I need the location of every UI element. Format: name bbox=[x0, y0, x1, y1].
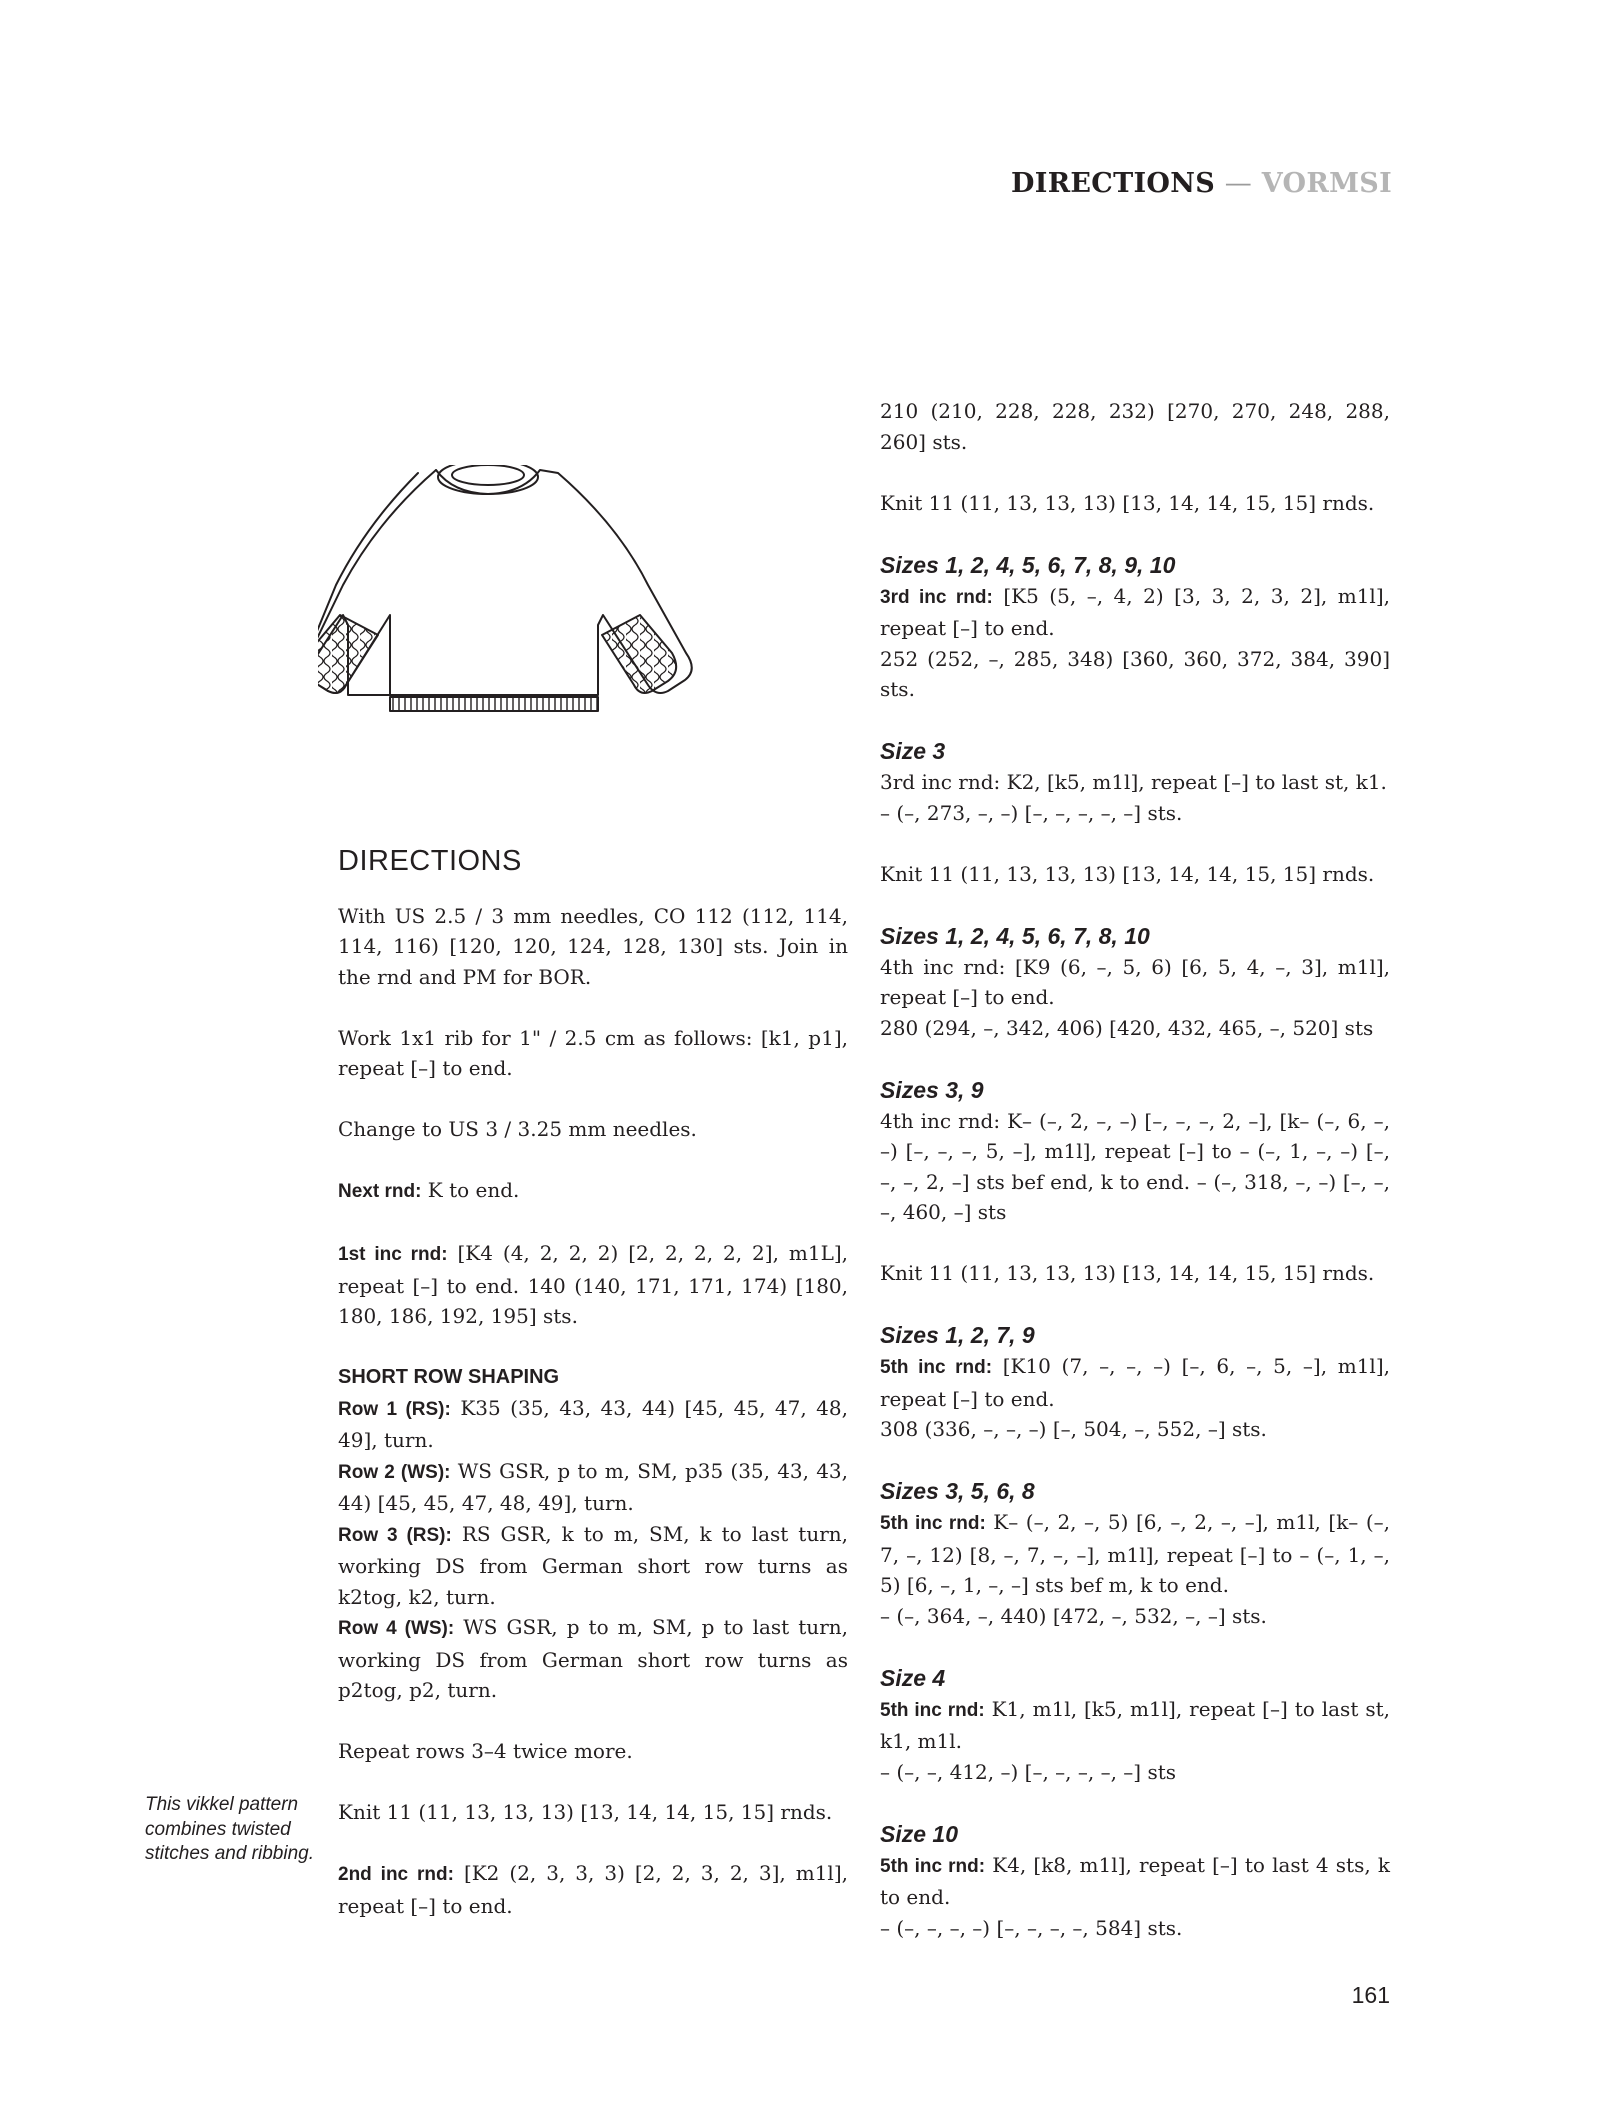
next-rnd-label: Next rnd: bbox=[338, 1181, 422, 1202]
row-4-label: Row 4 (WS): bbox=[338, 1618, 455, 1639]
knit-rnds-2: Knit 11 (11, 13, 13, 13) [13, 14, 14, 15, 15] rnds. bbox=[880, 861, 1375, 886]
header-pattern-name: VORMSI bbox=[1261, 168, 1392, 199]
size-heading-3: Sizes 1, 2, 4, 5, 6, 7, 8, 10 bbox=[880, 922, 1150, 949]
neckline-outer bbox=[438, 465, 538, 494]
fifth-inc-text-c: K1, m1l, [k5, m1l], repeat [–] to last st, k1, m1l. bbox=[880, 1696, 1390, 1753]
first-inc-text: [K4 (4, 2, 2, 2) [2, 2, 2, 2, 2], m1L], repeat [–] to end. 140 (140, 171, 171, 174) [180, 180, 186, 192, 195] sts. bbox=[338, 1241, 849, 1328]
fifth-inc-label-b: 5th inc rnd: bbox=[880, 1513, 986, 1534]
row-1 bbox=[338, 1393, 848, 1456]
size3-third-count: – (–, 273, –, –) [–, –, –, –, –] sts. bbox=[880, 800, 1183, 825]
fifth-inc-rnd-c bbox=[880, 1694, 1390, 1757]
repeat-rows-paragraph: Repeat rows 3–4 twice more. bbox=[338, 1739, 633, 1763]
fifth-inc-rnd-a bbox=[880, 1351, 1390, 1414]
fifth-inc-count-b: – (–, 364, –, 440) [472, –, 532, –, –] sts. bbox=[880, 1603, 1267, 1628]
short-row-heading: SHORT ROW SHAPING bbox=[338, 1366, 560, 1388]
header-section-title: DIRECTIONS bbox=[1011, 168, 1216, 199]
size-heading-8: Size 10 bbox=[880, 1820, 958, 1847]
right-cuff-pattern bbox=[602, 615, 676, 693]
knit-rnds-3: Knit 11 (11, 13, 13, 13) [13, 14, 14, 15, 15] rnds. bbox=[880, 1261, 1375, 1285]
size-heading-2: Size 3 bbox=[880, 738, 946, 764]
row-2-label: Row 2 (WS): bbox=[338, 1461, 451, 1483]
rib-paragraph: Work 1x1 rib for 1" / 2.5 cm as follows: [k1, p1], repeat [–] to end. bbox=[338, 1025, 848, 1080]
row-4-text: WS GSR, p to m, SM, p to last turn, working DS from German short row turns as p2tog, p2, turn. bbox=[338, 1615, 848, 1702]
knit-rnds-paragraph: Knit 11 (11, 13, 13, 13) [13, 14, 14, 15, 15] rnds. bbox=[338, 1800, 833, 1824]
size-heading-5: Sizes 1, 2, 7, 9 bbox=[880, 1322, 1035, 1348]
fifth-inc-text-a: [K10 (7, –, –, –) [–, 6, –, 5, –], m1l], repeat [–] to end. bbox=[880, 1354, 1390, 1411]
directions-title: DIRECTIONS bbox=[338, 845, 522, 877]
fourth-inc-rnd: 4th inc rnd: [K9 (6, –, 5, 6) [6, 5, 4, –, 3], m1l], repeat [–] to end. bbox=[880, 954, 1390, 1009]
next-rnd-paragraph bbox=[338, 1175, 848, 1208]
fifth-inc-label-d: 5th inc rnd: bbox=[880, 1855, 986, 1877]
first-inc-label: 1st inc rnd: bbox=[338, 1244, 448, 1265]
stitch-count-210: 210 (210, 228, 228, 232) [270, 270, 248, 288, 260] sts. bbox=[880, 399, 1390, 454]
second-inc-label: 2nd inc rnd: bbox=[338, 1864, 454, 1885]
left-column bbox=[338, 846, 848, 1921]
left-cuff-pattern bbox=[318, 615, 378, 693]
fifth-inc-count-d: – (–, –, –, –) [–, –, –, –, 584] sts. bbox=[880, 1915, 1183, 1940]
page-header bbox=[1011, 168, 1392, 199]
size-heading-7: Size 4 bbox=[880, 1664, 946, 1691]
hem-ribbing bbox=[390, 697, 598, 711]
fifth-inc-rnd-b bbox=[880, 1507, 1390, 1601]
fifth-inc-count-c: – (–, –, 412, –) [–, –, –, –, –] sts bbox=[880, 1759, 1177, 1784]
right-column bbox=[880, 396, 1390, 1943]
page-number: 161 bbox=[1351, 1982, 1390, 2008]
row-2-text: WS GSR, p to m, SM, p35 (35, 43, 43, 44) [45, 45, 47, 48, 49], turn. bbox=[338, 1458, 848, 1515]
third-inc-label: 3rd inc rnd: bbox=[880, 586, 993, 608]
third-inc-count: 252 (252, –, 285, 348) [360, 360, 372, 384, 390] sts. bbox=[880, 646, 1390, 701]
row-3 bbox=[338, 1519, 848, 1613]
third-inc-text: [K5 (5, –, 4, 2) [3, 3, 2, 3, 2], m1l], repeat [–] to end. bbox=[880, 583, 1390, 640]
size-heading-1: Sizes 1, 2, 4, 5, 6, 7, 8, 9, 10 bbox=[880, 551, 1176, 578]
row-3-label: Row 3 (RS): bbox=[338, 1524, 452, 1546]
fifth-inc-label-a: 5th inc rnd: bbox=[880, 1357, 993, 1378]
third-inc-rnd bbox=[880, 581, 1390, 644]
fifth-inc-count-a: 308 (336, –, –, –) [–, 504, –, 552, –] sts. bbox=[880, 1417, 1267, 1441]
second-inc-paragraph bbox=[338, 1858, 848, 1921]
row-1-label: Row 1 (RS): bbox=[338, 1398, 451, 1420]
size-heading-6: Sizes 3, 5, 6, 8 bbox=[880, 1478, 1035, 1504]
sizes-3-9-fourth-inc: 4th inc rnd: K– (–, 2, –, –) [–, –, –, 2, –], [k– (–, 6, –, –) [–, –, –, 5, –], m1l], repeat [–] to – (–, 1, –, –) [–, –, –, 2, –] sts bef end, k to end. – (–, 318, –, –) [–, –, –, 460, –] sts bbox=[880, 1108, 1390, 1224]
header-dash: — bbox=[1224, 168, 1253, 199]
next-rnd-text: K to end. bbox=[421, 1178, 520, 1202]
row-1-text: K35 (35, 43, 43, 44) [45, 45, 47, 48, 49], turn. bbox=[338, 1395, 848, 1452]
row-2 bbox=[338, 1456, 848, 1519]
fifth-inc-text-d: K4, [k8, m1l], repeat [–] to last 4 sts, k to end. bbox=[880, 1852, 1390, 1909]
neckline-inner bbox=[452, 465, 524, 485]
fourth-inc-count: 280 (294, –, 342, 406) [420, 432, 465, –, 520] sts bbox=[880, 1015, 1374, 1040]
row-3-text: RS GSR, k to m, SM, k to last turn, working DS from German short row turns as k2tog, k2, turn. bbox=[338, 1521, 848, 1609]
size3-third-inc: 3rd inc rnd: K2, [k5, m1l], repeat [–] to last st, k1. bbox=[880, 770, 1387, 794]
needle-change-paragraph: Change to US 3 / 3.25 mm needles. bbox=[338, 1117, 697, 1141]
second-inc-text: [K2 (2, 3, 3, 3) [2, 2, 3, 2, 3], m1l], repeat [–] to end. bbox=[338, 1861, 848, 1918]
fifth-inc-rnd-d bbox=[880, 1850, 1390, 1913]
fifth-inc-text-b: K– (–, 2, –, 5) [6, –, 2, –, –], m1l, [k– (–, 7, –, 12) [8, –, 7, –, –], m1l], repeat [–] to – (–, 1, –, 5) [6, –, 1, –, –] sts bef m, k to end. bbox=[880, 1510, 1390, 1597]
knit-rnds-1: Knit 11 (11, 13, 13, 13) [13, 14, 14, 15, 15] rnds. bbox=[880, 490, 1375, 515]
size-heading-4: Sizes 3, 9 bbox=[880, 1076, 984, 1103]
first-inc-paragraph bbox=[338, 1238, 848, 1332]
fifth-inc-label-c: 5th inc rnd: bbox=[880, 1699, 985, 1721]
cast-on-paragraph: With US 2.5 / 3 mm needles, CO 112 (112, 114, 114, 116) [120, 120, 124, 128, 130] sts. Join in the rnd and PM for BOR. bbox=[338, 903, 848, 989]
image-caption: This vikkel pattern combines twisted stitches and ribbing. bbox=[145, 1794, 314, 1864]
sweater-illustration bbox=[318, 465, 698, 770]
row-4 bbox=[338, 1612, 848, 1706]
